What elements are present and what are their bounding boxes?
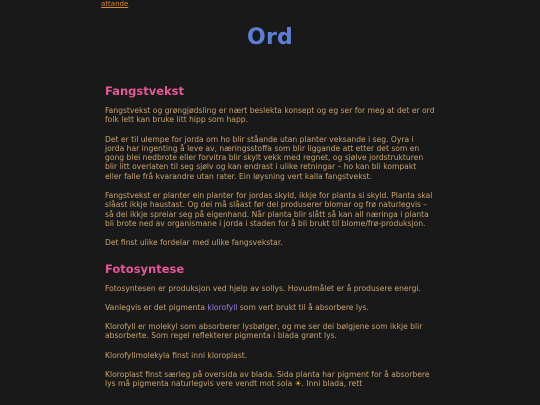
paragraph-text: Vanlegvis er det pigmenta [105,302,208,312]
paragraph: Fotosyntesen er produksjon ved hjelp av sollys. Hovudmålet er å produsere energi. [105,283,421,293]
article-content [105,84,435,399]
section-fotosyntese [105,262,435,389]
section-fangstvekst [105,84,435,248]
paragraph: Det er til ulempe for jorda om ho blir ståande utan planter veksande i seg. Oyra i jorda har ingenting å leve av, næringsstoffa som blir liggande att etter det som en gong blei nedbrote eller forvitra blir skylt vekk med regnet, og sjølve jordstrukturen blir litt overlaten til seg sjølv og kan endrast i ulike retningar – ho kan bli kompakt eller falle frå kvarandre utan rater. Ein løysning vert kalla fangstvekst. [105,134,424,181]
paragraph [105,303,435,312]
section-heading-fotosyntese: Fotosyntese [105,261,185,276]
paragraph [105,370,435,389]
paragraph-text: Kloroplast finst særleg på oversida av blada. Sida planta har pigment for å absorbere lys må pigmenta naturlegvis vere vendt mot sola [105,370,430,389]
paragraph: Fangstvekst og grøngjødsling er nært beslekta konsept og eg ser for meg at det er ord folk lett kan bruke litt hipp som happ. [105,106,435,125]
paragraph: Det finst ulike fordelar med ulike fangsvekstar. [105,238,283,248]
paragraph-text: som vert brukt til å absorbere lys. [237,302,369,312]
paragraph: Klorofyll er molekyl som absorberer lysbølger, og me ser dei bølgjene som ikkje blir absorberte. Som regel reflekterer pigmenta i blada grønt lys. [105,322,423,341]
paragraph: Fangstvekst er planter ein planter for jordas skyld, ikkje for planta si skyld. Planta skal slåast ikkje haustast. Og dei må slåast før dei produserer blomar og frø naturlegvis – så dei ikkje spreiar seg på eigenhand. Når planta blir slått så kan all næringa i planta bli brote ned av organismane i jorda i staden for å bli brukt til blome/frø-produksjon. [105,191,433,228]
sun-icon: ☀ [294,379,302,389]
top-link-attande[interactable]: attande [101,0,129,8]
section-heading-fangstvekst: Fangstvekst [105,84,184,98]
paragraph: Klorofyllmolekyla finst inni kloroplast. [105,350,248,360]
paragraph-text: . Inni blada, rett [301,379,363,389]
page-title: Ord [247,25,293,50]
term-klorofyll: klorofyll [207,302,238,312]
